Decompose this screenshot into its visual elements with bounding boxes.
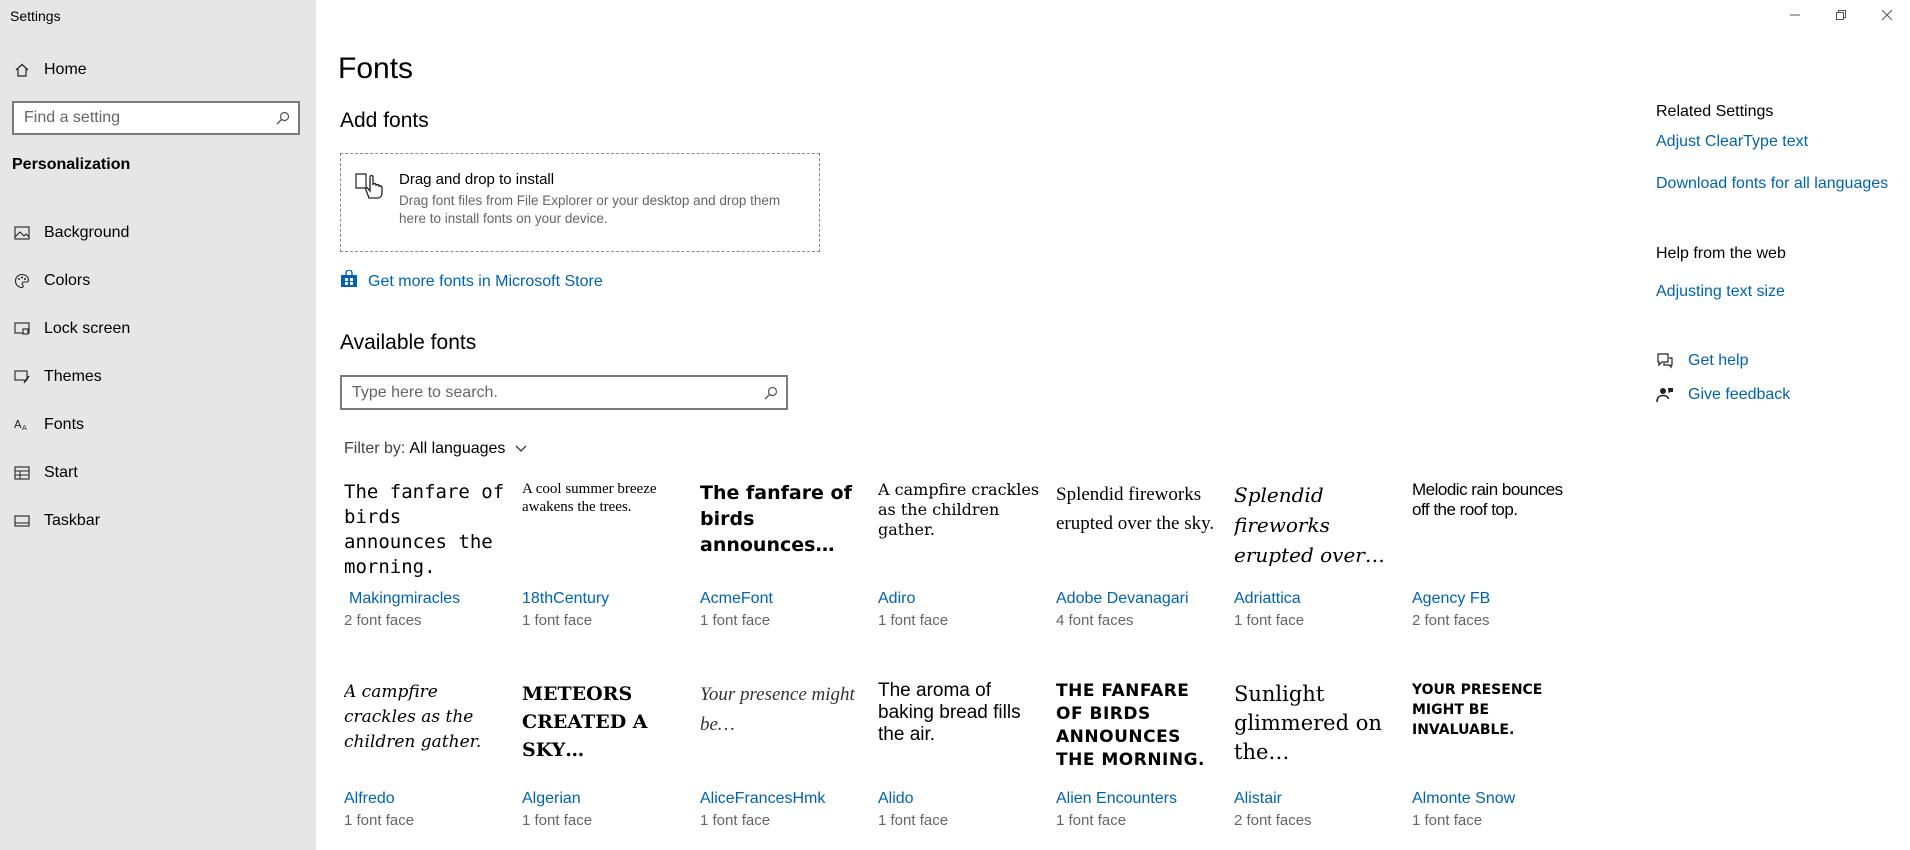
font-preview: The fanfare of birds announces the morning. (344, 481, 505, 578)
font-card[interactable] (1408, 480, 1578, 640)
sidebar-item-label: Fonts (44, 416, 85, 433)
font-name: Alien Encounters (1056, 790, 1177, 807)
sidebar-item-start[interactable] (0, 449, 316, 497)
font-card[interactable] (874, 680, 1044, 840)
font-card[interactable] (1052, 680, 1222, 840)
adjust-cleartype-link[interactable]: Adjust ClearType text (1656, 133, 1809, 150)
font-preview: METEORS CREATED A SKY… (522, 683, 648, 761)
store-icon (340, 270, 358, 293)
font-preview: A campfire crackles as the children gather. (344, 682, 482, 752)
store-link-label: Get more fonts in Microsoft Store (368, 272, 603, 290)
font-preview: THE FANFARE OF BIRDS ANNOUNCES THE MORNING. (1056, 681, 1206, 770)
font-name: Adiro (878, 590, 916, 607)
feedback-person-icon (1656, 386, 1674, 404)
font-faces-count: 2 font faces (1412, 612, 1490, 629)
sidebar-item-background[interactable] (0, 209, 316, 257)
font-faces-count: 1 font face (344, 812, 415, 829)
font-preview: A cool summer breeze awakens the trees. (522, 481, 657, 515)
font-faces-count: 2 font faces (1234, 812, 1312, 829)
give-feedback-link[interactable] (1656, 386, 1790, 404)
font-card[interactable] (1408, 680, 1578, 840)
available-fonts-heading: Available fonts (340, 331, 477, 354)
font-name: Makingmiracles (349, 590, 461, 607)
palette-icon (14, 273, 30, 289)
sidebar-item-label: Taskbar (44, 512, 101, 529)
section-title: Personalization (12, 156, 131, 173)
chevron-down-icon (515, 440, 527, 458)
sidebar-item-label: Themes (44, 368, 102, 385)
sidebar-item-themes[interactable] (0, 353, 316, 401)
font-name: Alfredo (344, 790, 395, 807)
get-help-link[interactable] (1656, 352, 1748, 370)
font-faces-count: 1 font face (1056, 812, 1127, 829)
font-name: Adriattica (1234, 590, 1301, 607)
font-card[interactable] (1052, 480, 1222, 640)
font-name: AliceFrancesHmk (700, 790, 826, 807)
window-controls (1772, 0, 1910, 30)
sidebar-nav (0, 209, 316, 545)
store-link[interactable] (340, 270, 603, 293)
font-name: Alido (878, 790, 914, 807)
svg-text:A: A (14, 418, 22, 431)
font-card[interactable] (518, 680, 688, 840)
font-faces-count: 1 font face (522, 812, 593, 829)
font-name: Almonte Snow (1412, 790, 1516, 807)
font-faces-count: 1 font face (1234, 612, 1305, 629)
font-card[interactable] (696, 680, 866, 840)
give-feedback-label: Give feedback (1688, 386, 1791, 403)
start-icon (14, 465, 30, 481)
font-name: Agency FB (1412, 590, 1491, 607)
filter-label: Filter by: (344, 440, 406, 457)
font-faces-count: 1 font face (522, 612, 593, 629)
sidebar-item-colors[interactable] (0, 257, 316, 305)
font-card[interactable] (340, 480, 510, 640)
related-settings-heading: Related Settings (1656, 103, 1774, 120)
sidebar-item-label: Start (44, 464, 78, 481)
lock-screen-icon (14, 321, 30, 337)
font-card[interactable] (518, 480, 688, 640)
font-preview: Melodic rain bounces off the roof top. (1412, 480, 1563, 519)
close-button[interactable] (1864, 0, 1910, 30)
filter-value: All languages (409, 440, 506, 457)
settings-search-box[interactable] (12, 101, 300, 135)
font-preview: The aroma of baking bread fills the air. (878, 680, 1021, 745)
taskbar-icon (14, 513, 30, 529)
get-help-label: Get help (1688, 352, 1749, 369)
font-faces-count: 1 font face (700, 612, 771, 629)
brush-icon (14, 369, 30, 385)
font-card[interactable] (1230, 480, 1400, 640)
sidebar-item-label: Lock screen (44, 320, 131, 337)
search-icon[interactable] (268, 111, 298, 125)
language-filter[interactable] (344, 440, 527, 458)
font-name: Alistair (1234, 790, 1283, 807)
drop-zone[interactable] (340, 153, 820, 252)
font-name: Algerian (522, 790, 581, 807)
font-name: 18thCentury (522, 590, 610, 607)
picture-icon (14, 225, 30, 241)
help-heading: Help from the web (1656, 245, 1786, 262)
sidebar-item-label: Colors (44, 272, 91, 289)
font-faces-count: 1 font face (878, 812, 949, 829)
settings-search-input[interactable] (14, 109, 268, 127)
font-card[interactable] (1230, 680, 1400, 840)
download-fonts-link[interactable]: Download fonts for all languages (1656, 175, 1889, 192)
font-preview: Your presence might be… (700, 684, 855, 735)
svg-text:A: A (22, 424, 27, 432)
font-search-input[interactable] (342, 384, 756, 402)
sidebar-item-home[interactable] (0, 55, 316, 85)
font-preview: YOUR PRESENCE MIGHT BE INVALUABLE. (1412, 682, 1543, 738)
hand-cursor-icon (353, 168, 387, 202)
chat-bubble-icon (1656, 352, 1674, 370)
font-name: AcmeFont (700, 590, 773, 607)
font-faces-count: 1 font face (1412, 812, 1483, 829)
font-card[interactable] (340, 680, 510, 840)
drop-title: Drag and drop to install (399, 171, 555, 188)
font-card[interactable] (874, 480, 1044, 640)
font-name: Adobe Devanagari (1056, 590, 1189, 607)
sidebar-item-label: Home (44, 61, 87, 78)
font-icon (14, 417, 30, 433)
sidebar-item-fonts[interactable] (0, 401, 316, 449)
page-title: Fonts (338, 52, 414, 85)
minimize-button[interactable] (1772, 0, 1818, 30)
sidebar (0, 0, 316, 850)
drop-description: Drag font files from File Explorer or your desktop and drop them here to install fonts on your device. (399, 193, 781, 226)
font-preview: Splendid fireworks erupted over… (1234, 483, 1385, 567)
sidebar-item-taskbar[interactable] (0, 497, 316, 545)
adjusting-text-size-link[interactable]: Adjusting text size (1656, 283, 1785, 300)
font-preview: Sunlight glimmered on the… (1234, 682, 1382, 764)
search-icon[interactable] (756, 386, 786, 400)
font-preview: A campfire crackles as the children gather. (878, 480, 1040, 539)
font-faces-count: 1 font face (700, 812, 771, 829)
font-faces-count: 2 font faces (344, 612, 422, 629)
font-preview: Splendid fireworks erupted over the sky. (1056, 484, 1215, 534)
sidebar-item-label: Background (44, 224, 130, 241)
restore-button[interactable] (1818, 0, 1864, 30)
font-preview: The fanfare of birds announces… (700, 482, 852, 556)
home-icon (14, 62, 30, 78)
sidebar-item-lock-screen[interactable] (0, 305, 316, 353)
font-search-box[interactable] (340, 375, 788, 410)
font-faces-count: 1 font face (878, 612, 949, 629)
add-fonts-heading: Add fonts (340, 109, 429, 132)
font-faces-count: 4 font faces (1056, 612, 1134, 629)
window-title: Settings (10, 8, 61, 24)
main-content (316, 0, 1606, 850)
font-card[interactable] (696, 480, 866, 640)
